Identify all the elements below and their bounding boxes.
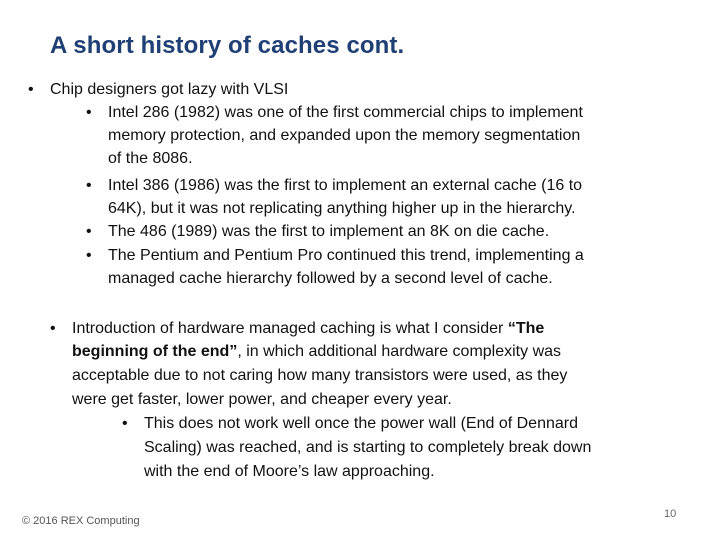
sub-bullet-marker: • <box>86 223 92 240</box>
footer-copyright: © 2016 REX Computing <box>22 515 140 527</box>
sub-bullet-1-line-2: memory protection, and expanded upon the memory segmentation <box>108 127 581 144</box>
bullet-1-text: Chip designers got lazy with VLSI <box>50 81 289 98</box>
bullet-2-line-1 <box>72 319 544 339</box>
sub-bullet-4-line-1: The Pentium and Pentium Pro continued this trend, implementing a <box>108 247 584 264</box>
bullet-2-line-2-text: , in which additional hardware complexity was <box>237 343 562 360</box>
sub-bullet-1-line-1: Intel 286 (1982) was one of the first commercial chips to implement <box>108 104 583 121</box>
sub-bullet-1-line-3: of the 8086. <box>108 150 193 167</box>
sub-bullet-4-line-2: managed cache hierarchy followed by a second level of cache. <box>108 270 553 287</box>
bullet-marker: • <box>50 320 56 337</box>
bullet-2-line-2 <box>72 342 561 362</box>
sub-bullet-5-line-1: This does not work well once the power wall (End of Dennard <box>144 415 578 432</box>
bullet-marker: • <box>28 81 34 98</box>
sub-bullet-marker: • <box>86 247 92 264</box>
bullet-2-line-1-text: Introduction of hardware managed caching is what I consider <box>72 320 508 337</box>
sub-bullet-2-line-1: Intel 386 (1986) was the first to implement an external cache (16 to <box>108 177 583 194</box>
bullet-2-line-3: acceptable due to not caring how many transistors were used, as they <box>72 367 568 384</box>
slide-title: A short history of caches cont. <box>50 32 405 59</box>
page-number: 10 <box>664 508 677 520</box>
sub-bullet-marker: • <box>86 177 92 194</box>
sub-bullet-marker: • <box>86 104 92 121</box>
sub-bullet-marker: • <box>122 415 128 432</box>
sub-bullet-5-line-3: with the end of Moore’s law approaching. <box>144 463 435 480</box>
bullet-2-line-4: were get faster, lower power, and cheaper every year. <box>72 391 452 408</box>
sub-bullet-2-line-2: 64K), but it was not replicating anything higher up in the hierarchy. <box>108 200 576 217</box>
bullet-2-emphasis-start: “The <box>507 320 545 337</box>
sub-bullet-5-line-2: Scaling) was reached, and is starting to completely break down <box>144 439 592 456</box>
sub-bullet-3-line-1: The 486 (1989) was the first to implement an 8K on die cache. <box>108 223 550 240</box>
bullet-2-emphasis-end: beginning of the end” <box>72 343 238 360</box>
